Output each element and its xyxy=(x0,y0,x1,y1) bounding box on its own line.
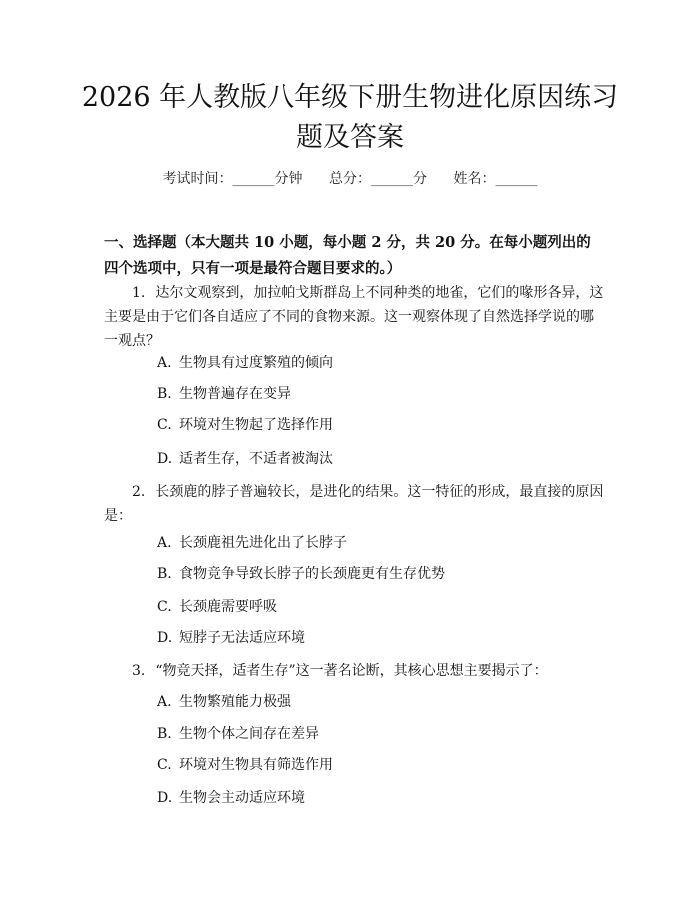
question-2-option-d xyxy=(157,628,597,648)
option-text: 生物具有过度繁殖的倾向 xyxy=(179,355,333,371)
option-text: 长颈鹿祖先进化出了长脖子 xyxy=(179,535,347,551)
title-line-1: 2026 年人教版八年级下册生物进化原因练习 xyxy=(81,82,619,113)
option-text: 长颈鹿需要呼吸 xyxy=(179,599,277,615)
option-text: 生物繁殖能力极强 xyxy=(179,694,291,710)
student-name-field: 姓名：______ xyxy=(453,171,538,187)
question-3-option-a xyxy=(157,692,597,712)
question-3 xyxy=(104,659,604,683)
question-number: 1. xyxy=(132,285,146,301)
question-text: 达尔文观察到，加拉帕戈斯群岛上不同种类的地雀，它们的喙形各异，这主要是由于它们各自适应了不同的食物来源。这一观察体现了自然选择学说的哪一观点？ xyxy=(104,285,604,349)
option-letter: A. xyxy=(157,535,172,551)
question-number: 3. xyxy=(132,663,146,679)
question-2 xyxy=(104,480,604,528)
option-text: 食物竞争导致长脖子的长颈鹿更有生存优势 xyxy=(179,566,445,582)
title-line-2: 题及答案 xyxy=(296,122,404,153)
option-letter: A. xyxy=(157,694,172,710)
option-text: 生物会主动适应环境 xyxy=(179,790,305,806)
question-3-option-b xyxy=(157,724,597,744)
exam-time-field: 考试时间：______分钟 xyxy=(162,171,303,187)
option-text: 短脖子无法适应环境 xyxy=(179,630,305,646)
option-letter: B. xyxy=(157,726,172,742)
option-text: 环境对生物具有筛选作用 xyxy=(179,757,333,773)
page-title xyxy=(60,78,640,158)
question-3-option-d xyxy=(157,788,597,808)
option-text: 环境对生物起了选择作用 xyxy=(179,417,333,433)
option-letter: D. xyxy=(157,451,173,467)
option-text: 适者生存，不适者被淘汰 xyxy=(179,451,333,467)
question-text: 长颈鹿的脖子普遍较长，是进化的结果。这一特征的形成，最直接的原因是： xyxy=(104,484,604,524)
option-letter: B. xyxy=(157,386,172,402)
section-heading: 一、选择题（本大题共 10 小题，每小题 2 分，共 20 分。在每小题列出的四个选项中，只有一项是最符合题目要求的。） xyxy=(104,234,591,277)
option-letter: A. xyxy=(157,355,172,371)
question-2-option-a xyxy=(157,533,597,553)
question-2-option-c xyxy=(157,597,597,617)
option-text: 生物个体之间存在差异 xyxy=(179,726,319,742)
question-1-option-c xyxy=(157,415,597,435)
question-number: 2. xyxy=(132,484,146,500)
question-2-option-b xyxy=(157,564,597,584)
question-3-option-c xyxy=(157,755,597,775)
option-letter: D. xyxy=(157,790,173,806)
question-1-option-d xyxy=(157,449,597,469)
question-1-option-a xyxy=(157,353,597,373)
total-score-field: 总分：______分 xyxy=(329,171,427,187)
exam-info-line xyxy=(0,168,700,188)
option-letter: D. xyxy=(157,630,173,646)
option-letter: C. xyxy=(157,417,172,433)
question-text: “物竞天择，适者生存”这一著名论断，其核心思想主要揭示了： xyxy=(155,663,548,679)
option-letter: C. xyxy=(157,599,172,615)
question-1-option-b xyxy=(157,384,597,404)
option-letter: C. xyxy=(157,757,172,773)
question-1 xyxy=(104,281,604,353)
option-text: 生物普遍存在变异 xyxy=(179,386,291,402)
option-letter: B. xyxy=(157,566,172,582)
